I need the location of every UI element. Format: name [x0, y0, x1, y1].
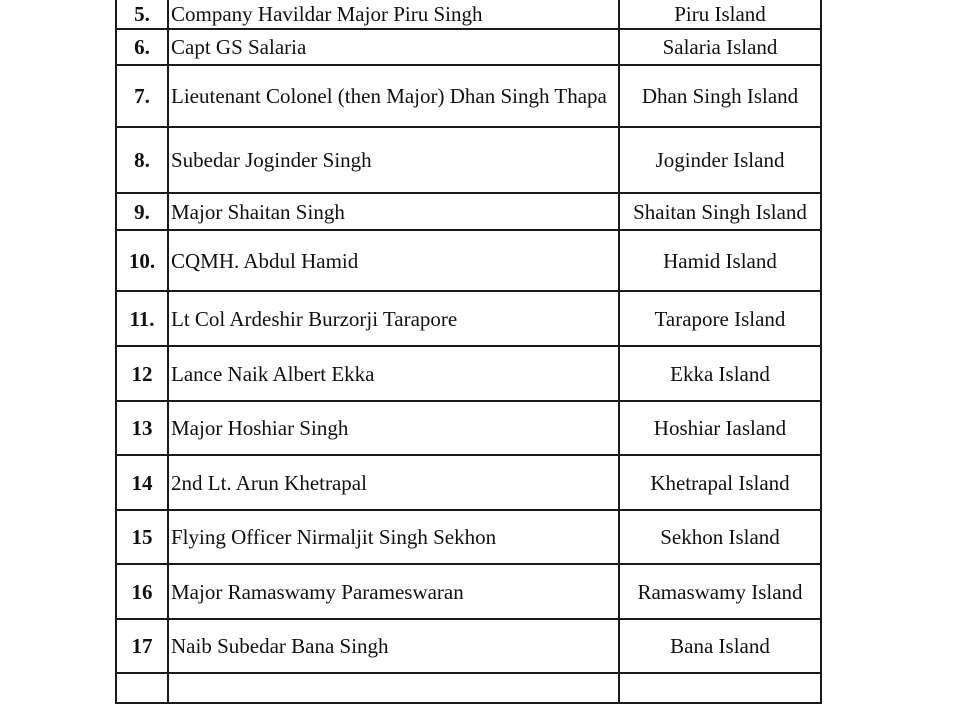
island-name: Khetrapal Island: [619, 455, 821, 510]
awardee-name: Major Hoshiar Singh: [168, 401, 619, 455]
awardee-name: CQMH. Abdul Hamid: [168, 230, 619, 291]
island-name: Hamid Island: [619, 230, 821, 291]
awardee-name: Major Shaitan Singh: [168, 193, 619, 230]
awardee-name: 2nd Lt. Arun Khetrapal: [168, 455, 619, 510]
island-name: Bana Island: [619, 619, 821, 673]
table-row: [116, 510, 821, 564]
table-row: [116, 127, 821, 193]
island-name: [619, 673, 821, 703]
table-row: [116, 564, 821, 619]
awardee-name: Capt GS Salaria: [168, 29, 619, 65]
awardee-name: Flying Officer Nirmaljit Singh Sekhon: [168, 510, 619, 564]
row-number: 17: [116, 619, 168, 673]
table-row: [116, 291, 821, 346]
island-name: Piru Island: [619, 0, 821, 29]
island-name: Salaria Island: [619, 29, 821, 65]
awardee-name: Naib Subedar Bana Singh: [168, 619, 619, 673]
table-row: [116, 0, 821, 29]
table-row: [116, 673, 821, 703]
island-name: Sekhon Island: [619, 510, 821, 564]
row-number: 5.: [116, 0, 168, 29]
awardee-name: [168, 673, 619, 703]
row-number: 7.: [116, 65, 168, 127]
row-number: 14: [116, 455, 168, 510]
table-row: [116, 401, 821, 455]
row-number: 16: [116, 564, 168, 619]
table-row: [116, 619, 821, 673]
row-number: 10.: [116, 230, 168, 291]
row-number: 8.: [116, 127, 168, 193]
table-row: [116, 193, 821, 230]
row-number: 13: [116, 401, 168, 455]
awardee-name: Lieutenant Colonel (then Major) Dhan Singh Thapa: [168, 65, 619, 127]
island-name: Dhan Singh Island: [619, 65, 821, 127]
table-row: [116, 230, 821, 291]
island-name: Ramaswamy Island: [619, 564, 821, 619]
table-row: [116, 346, 821, 401]
awardee-name: Subedar Joginder Singh: [168, 127, 619, 193]
awardee-name: Company Havildar Major Piru Singh: [168, 0, 619, 29]
row-number: 6.: [116, 29, 168, 65]
island-name: Ekka Island: [619, 346, 821, 401]
row-number: 12: [116, 346, 168, 401]
island-name: Tarapore Island: [619, 291, 821, 346]
row-number: [116, 673, 168, 703]
row-number: 9.: [116, 193, 168, 230]
honours-table: [115, 0, 822, 704]
row-number: 15: [116, 510, 168, 564]
island-name: Hoshiar Iasland: [619, 401, 821, 455]
island-name: Shaitan Singh Island: [619, 193, 821, 230]
table-row: [116, 455, 821, 510]
table-row: [116, 65, 821, 127]
awardee-name: Lt Col Ardeshir Burzorji Tarapore: [168, 291, 619, 346]
awardee-name: Lance Naik Albert Ekka: [168, 346, 619, 401]
row-number: 11.: [116, 291, 168, 346]
table-row: [116, 29, 821, 65]
awardee-name: Major Ramaswamy Parameswaran: [168, 564, 619, 619]
island-name: Joginder Island: [619, 127, 821, 193]
